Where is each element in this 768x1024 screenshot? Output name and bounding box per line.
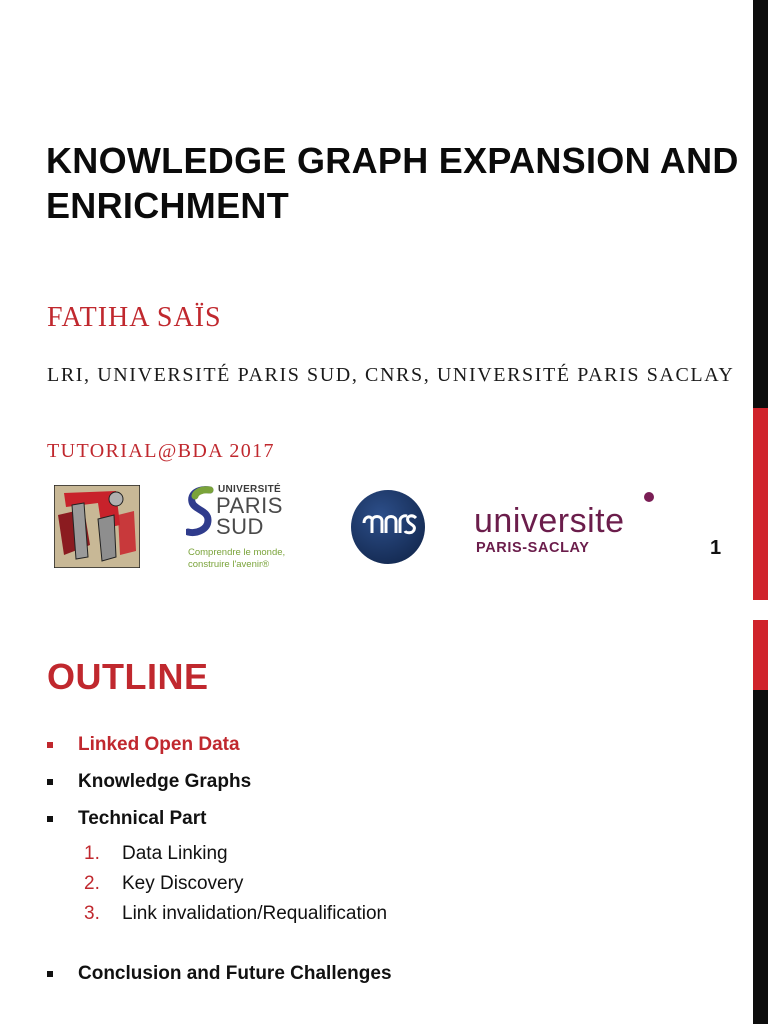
item-label: Data Linking [122,843,228,864]
item-label: Link invalidation/Requalification [122,903,388,924]
bullet-square-icon [47,971,53,977]
event-name: TUTORIAL@BDA 2017 [47,440,275,462]
item-label: Key Discovery [122,873,244,894]
ups-line1: UNIVERSITÉ [218,484,282,495]
bullet-label: Linked Open Data [78,733,240,755]
ups-line2: PARIS [216,493,283,518]
outline-title: OUTLINE [47,656,209,697]
universite-paris-sud-logo [186,484,298,572]
presentation-title: KNOWLEDGE GRAPH EXPANSION AND ENRICHMENT [46,140,739,226]
saclay-dot-icon [644,492,654,502]
bullet-square-icon [47,742,53,748]
bullet-label: Knowledge Graphs [78,770,252,792]
cnrs-logo [350,489,426,565]
ups-tagline-1: Comprendre le monde, [188,547,286,558]
list-item [44,955,392,992]
technical-sublist [84,839,387,929]
bullet-square-icon [47,779,53,785]
author-name: FATIHA SAÏS [47,302,222,333]
universite-paris-saclay-logo [472,490,662,560]
affiliation: LRI, UNIVERSITÉ PARIS SUD, CNRS, UNIVERSITÉ PARIS SACLAY [47,364,735,386]
side-bar-red [753,620,768,690]
bullet-square-icon [47,816,53,822]
list-item [44,763,251,800]
list-item [84,869,387,899]
side-bar-dark [753,0,768,408]
bullet-label: Conclusion and Future Challenges [78,962,392,984]
list-item [44,800,251,837]
bullet-label: Technical Part [78,807,207,829]
slide-gap [0,600,768,620]
list-item [44,726,251,763]
outline-list [44,726,251,837]
saclay-subtitle: PARIS-SACLAY [476,540,590,556]
side-bar-red [753,408,768,600]
lri-logo [54,485,140,568]
saclay-word: universite [474,502,625,540]
item-number: 1. [84,843,100,864]
ups-tagline-2: construire l'avenir® [188,559,270,570]
paris-sud-s-icon [186,486,214,540]
list-item [84,899,387,929]
outline-slide [0,620,768,1024]
item-number: 2. [84,873,100,894]
list-item [84,839,387,869]
item-number: 3. [84,903,100,924]
side-bar-dark [753,690,768,1024]
page-number: 1 [710,537,722,559]
ups-line3: SUD [216,514,264,539]
